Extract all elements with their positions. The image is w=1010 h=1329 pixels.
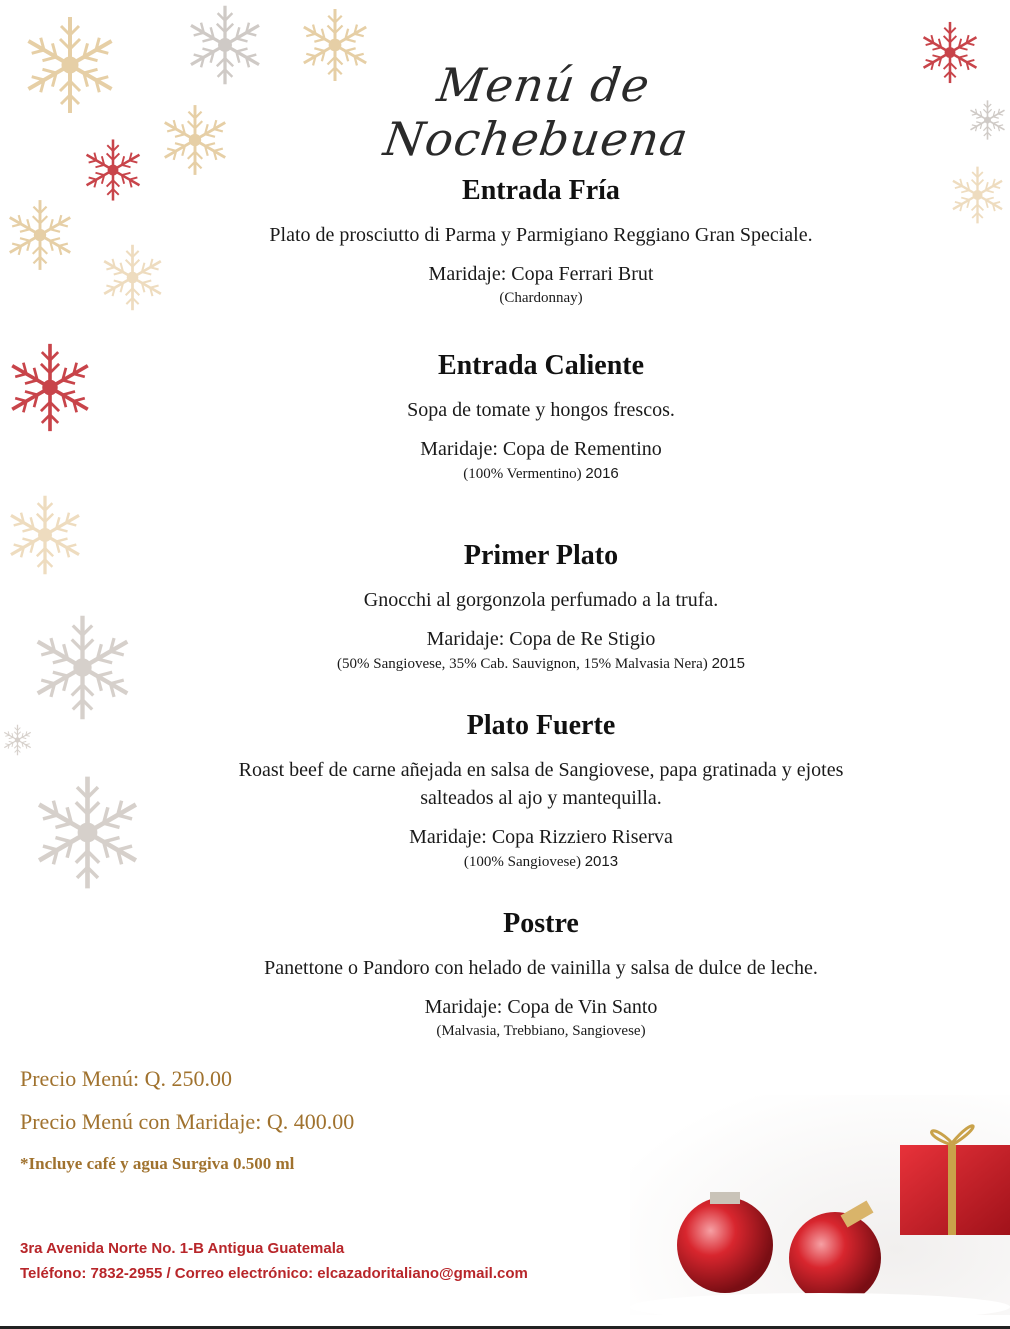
vintage-year: 2015 — [711, 655, 745, 672]
grape-text: (Chardonnay) — [499, 290, 583, 306]
snowflake-icon — [0, 330, 100, 445]
snowflake-icon — [0, 490, 90, 580]
snowflake-icon — [945, 160, 1010, 230]
grape-text: (50% Sangiovese, 35% Cab. Sauvignon, 15% Malvasia Nera) — [337, 656, 708, 672]
footer-address: 3ra Avenida Norte No. 1-B Antigua Guatemala — [20, 1240, 345, 1257]
wine-pairing: Maridaje: Copa Rizziero Riserva — [409, 826, 673, 848]
snowflake-icon — [965, 90, 1010, 150]
grape-text: (Malvasia, Trebbiano, Sangiovese) — [436, 1023, 646, 1039]
grape-varieties — [200, 290, 882, 307]
grape-text: (100% Sangiovese) — [463, 854, 581, 870]
snowflake-icon — [20, 760, 155, 905]
price-note: *Incluye café y agua Surgiva 0.500 ml — [20, 1154, 295, 1173]
vintage-year: 2013 — [584, 853, 619, 870]
dish-description: Sopa de tomate y hongos frescos. — [407, 399, 675, 421]
grape-varieties — [200, 853, 882, 871]
section-heading: Entrada Caliente — [437, 350, 645, 381]
snowflake-icon — [175, 0, 275, 90]
menu-section — [200, 175, 882, 307]
grape-varieties — [200, 655, 882, 673]
ornament-icon — [789, 1212, 881, 1304]
section-heading: Primer Plato — [463, 540, 619, 571]
snowflake-icon — [95, 240, 170, 315]
footer-contact: Teléfono: 7832-2955 / Correo electrónico: elcazadoritaliano@gmail.com — [20, 1265, 528, 1282]
snowflake-icon — [155, 100, 235, 180]
section-heading: Plato Fuerte — [466, 710, 616, 741]
wine-pairing: Maridaje: Copa de Rementino — [420, 438, 662, 460]
snowflake-icon — [78, 135, 148, 205]
section-heading: Entrada Fría — [462, 175, 620, 206]
ornament-icon — [677, 1197, 773, 1293]
snowflake-icon — [0, 180, 80, 290]
wine-pairing: Maridaje: Copa de Re Stigio — [426, 628, 656, 650]
menu-section — [200, 350, 882, 483]
christmas-ornaments-image — [630, 1095, 1010, 1315]
grape-varieties — [200, 1023, 882, 1040]
dish-description: Gnocchi al gorgonzola perfumado a la trufa. — [363, 589, 719, 611]
dish-description: Roast beef de carne añejada en salsa de Sangiovese, papa gratinada y ejotes salteados al ajo y mantequilla. — [238, 759, 844, 809]
menu-section — [200, 710, 882, 871]
menu-section — [200, 540, 882, 673]
section-heading: Postre — [503, 908, 579, 939]
dish-description: Panettone o Pandoro con helado de vainilla y salsa de dulce de leche. — [264, 957, 818, 979]
grape-varieties — [200, 465, 882, 483]
menu-pairing-price: Precio Menú con Maridaje: Q. 400.00 — [20, 1109, 355, 1134]
menu-price: Precio Menú: Q. 250.00 — [20, 1066, 233, 1091]
dish-description: Plato de prosciutto di Parma y Parmigiano Reggiano Gran Speciale. — [269, 224, 813, 246]
grape-text: (100% Vermentino) — [463, 466, 582, 482]
snowflake-icon — [10, 5, 130, 125]
wine-pairing: Maridaje: Copa de Vin Santo — [424, 996, 658, 1018]
vintage-year: 2016 — [585, 465, 619, 482]
menu-section — [200, 908, 882, 1040]
page-title: Menú de Nochebuena — [380, 58, 692, 166]
wine-pairing: Maridaje: Copa Ferrari Brut — [428, 263, 654, 285]
snowflake-icon — [15, 605, 150, 730]
snowflake-icon — [915, 15, 985, 90]
